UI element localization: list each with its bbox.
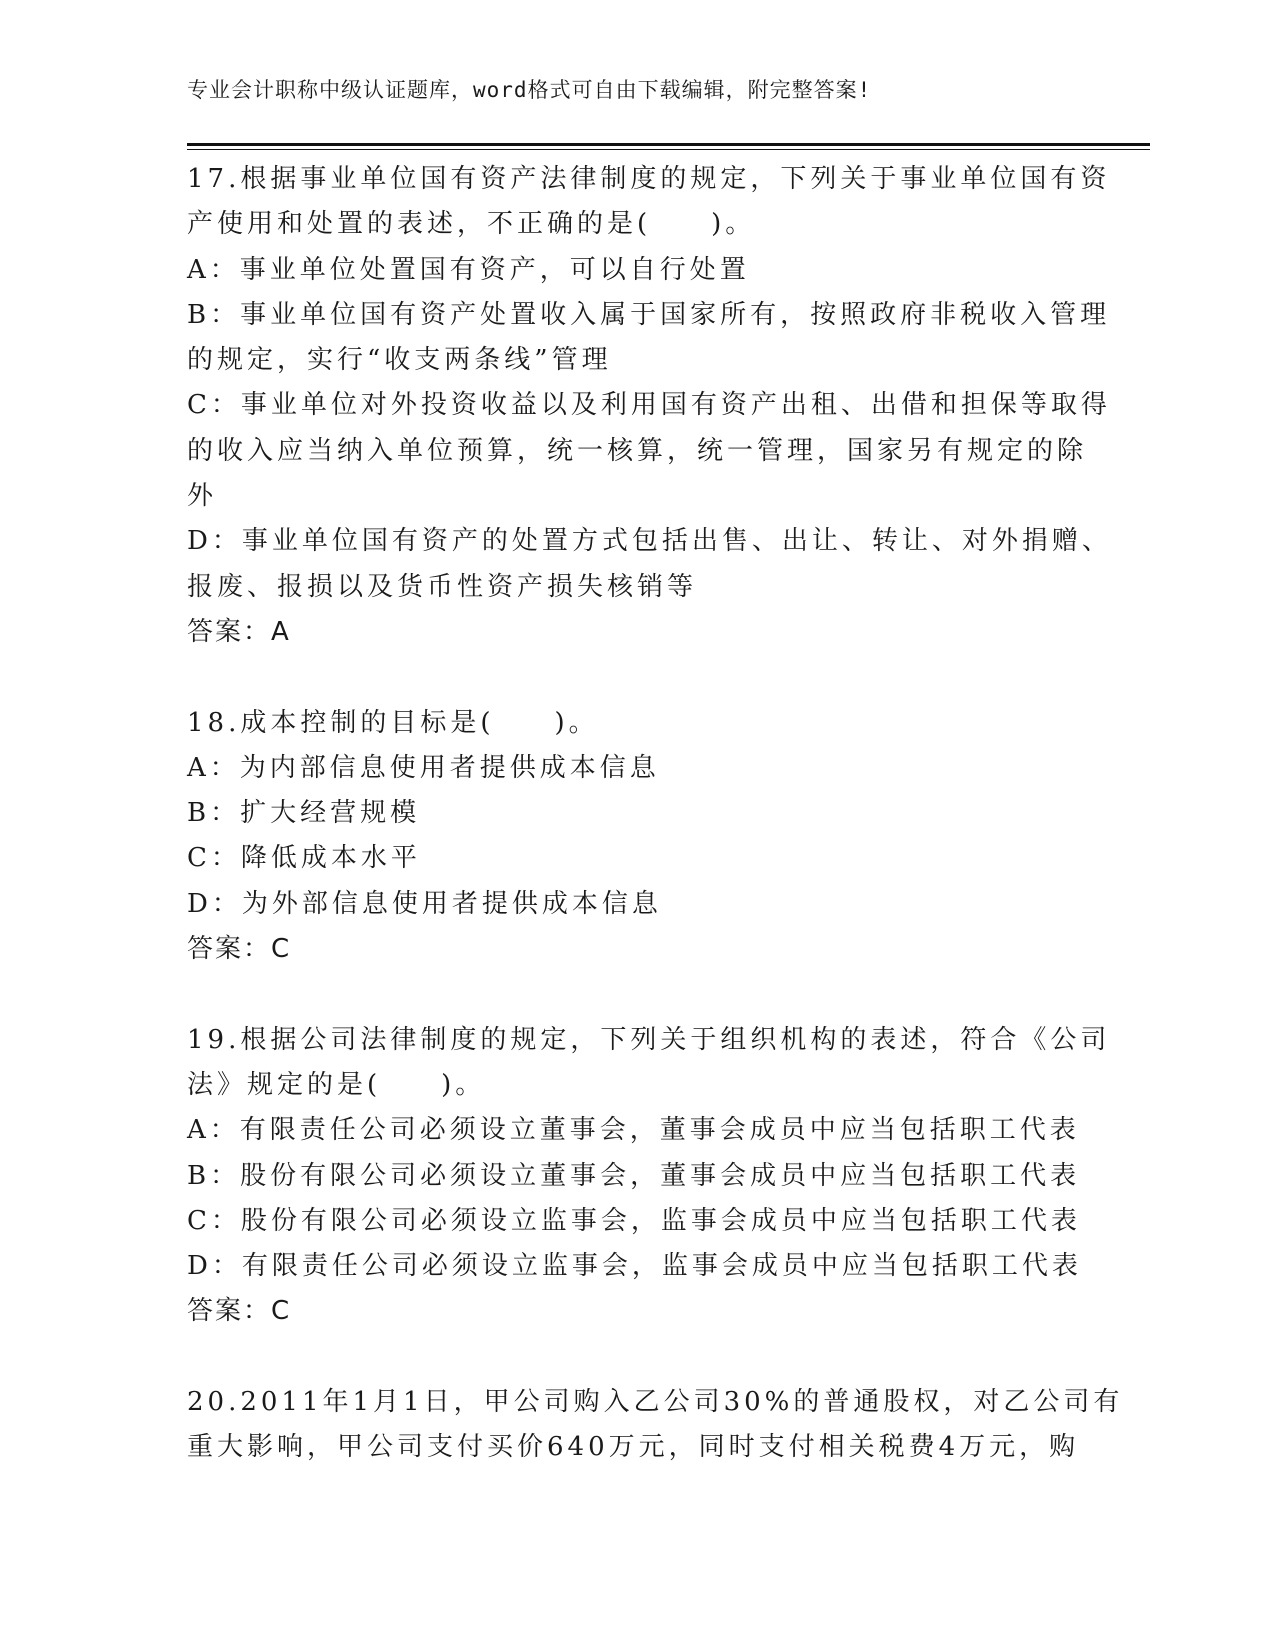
question-17-option-c-line-3: 外 [187, 481, 218, 512]
question-19-stem-line-2: 法》规定的是( )。 [187, 1069, 486, 1100]
question-17-answer: 答案：A [187, 616, 291, 647]
question-19-answer: 答案：C [187, 1296, 292, 1327]
spacer [187, 972, 1087, 1017]
question-19-option-d: D：有限责任公司必须设立监事会，监事会成员中应当包括职工代表 [187, 1251, 1082, 1282]
question-18-stem: 18.成本控制的目标是( )。 [187, 707, 599, 738]
question-18-answer: 答案：C [187, 934, 292, 965]
question-18-option-c: C：降低成本水平 [187, 843, 421, 874]
question-19-stem-line-1: 19.根据公司法律制度的规定，下列关于组织机构的表述，符合《公司 [187, 1024, 1111, 1055]
page-header: 专业会计职称中级认证题库，word格式可自由下载编辑，附完整答案! [187, 78, 872, 102]
question-19-option-a: A：有限责任公司必须设立董事会，董事会成员中应当包括职工代表 [187, 1115, 1080, 1146]
question-18 [187, 701, 1087, 973]
header-rule-thick [187, 143, 1150, 146]
question-20-stem-line-1: 20.2011年1月1日，甲公司购入乙公司30%的普通股权，对乙公司有 [187, 1387, 1124, 1418]
question-17-stem-line-2: 产使用和处置的表述，不正确的是( )。 [187, 209, 756, 240]
spacer [187, 1335, 1087, 1380]
question-17-option-a: A：事业单位处置国有资产，可以自行处置 [187, 254, 750, 285]
question-17-stem-line-1: 17.根据事业单位国有资产法律制度的规定，下列关于事业单位国有资 [187, 164, 1111, 194]
header-rule-thin [187, 149, 1150, 150]
question-17-option-c-line-1: C：事业单位对外投资收益以及利用国有资产出租、出借和担保等取得 [187, 390, 1111, 421]
question-19 [187, 1018, 1111, 1335]
question-20-stem-line-2: 重大影响，甲公司支付买价640万元，同时支付相关税费4万元，购 [187, 1432, 1080, 1463]
question-19-option-c: C：股份有限公司必须设立监事会，监事会成员中应当包括职工代表 [187, 1205, 1081, 1236]
spacer [187, 655, 1087, 700]
question-list [187, 157, 1124, 1471]
question-17-option-d-line-1: D：事业单位国有资产的处置方式包括出售、出让、转让、对外捐赠、 [187, 526, 1112, 557]
question-20 [187, 1380, 1124, 1471]
question-17-option-c-line-2: 的收入应当纳入单位预算，统一核算，统一管理，国家另有规定的除 [187, 435, 1088, 466]
question-18-option-d: D：为外部信息使用者提供成本信息 [187, 888, 662, 919]
question-18-option-a: A：为内部信息使用者提供成本信息 [187, 752, 660, 783]
question-17-option-b-line-2: 的规定，实行“收支两条线”管理 [187, 345, 612, 376]
question-18-option-b: B：扩大经营规模 [187, 798, 421, 829]
question-17-option-b-line-1: B：事业单位国有资产处置收入属于国家所有，按照政府非税收入管理 [187, 299, 1111, 330]
question-17-option-d-line-2: 报废、报损以及货币性资产损失核销等 [187, 571, 698, 602]
question-17 [187, 157, 1112, 655]
question-19-option-b: B：股份有限公司必须设立董事会，董事会成员中应当包括职工代表 [187, 1160, 1081, 1191]
